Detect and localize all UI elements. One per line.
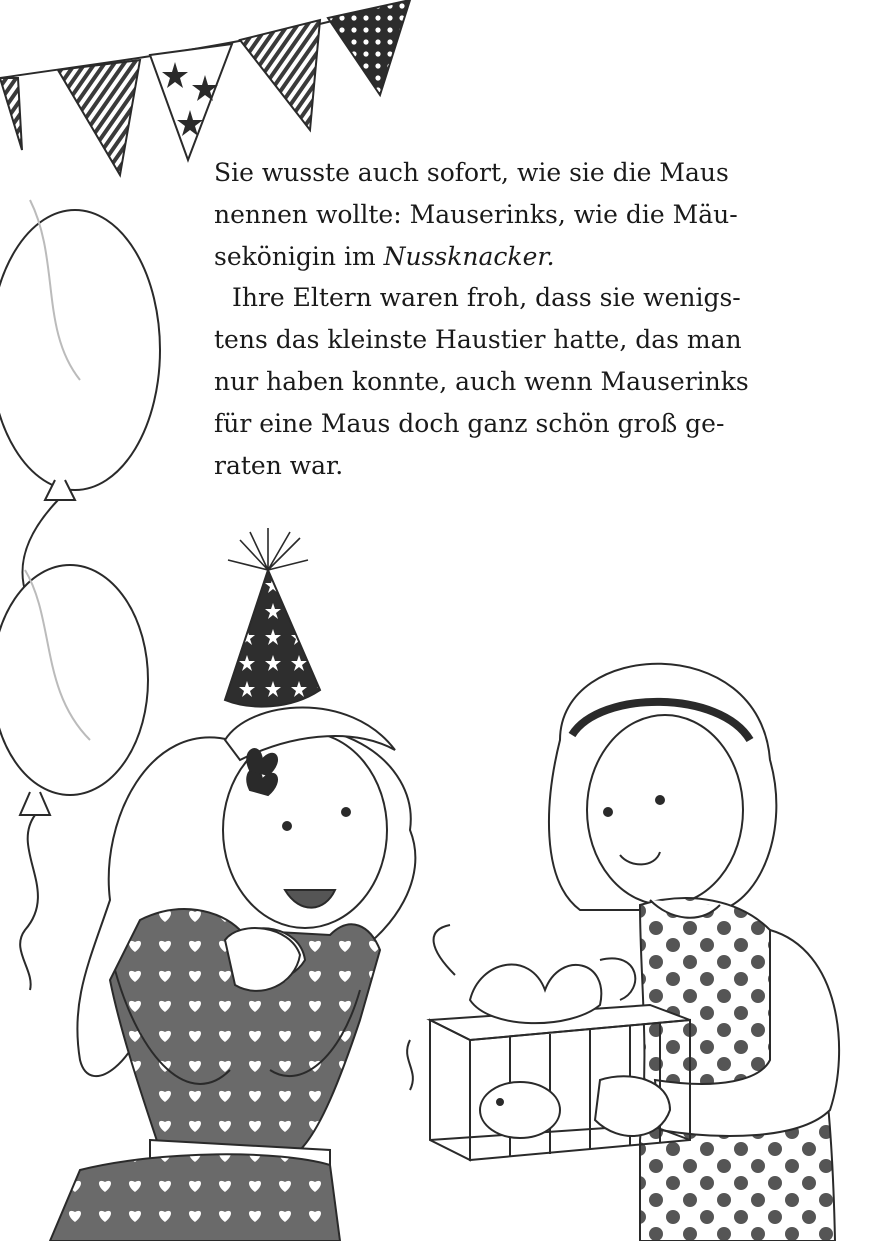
book-title-nussknacker: Nussknacker. [383,241,555,271]
text-line-2: nennen wollte: Mauserinks, wie die Mäu- [214,199,738,229]
hat-pompom [228,528,308,570]
text-line-8: raten war. [214,450,344,480]
text-line-3 [214,236,754,278]
text-line-6: nur haben konnte, auch wenn Mauserinks [214,366,749,396]
story-text [214,152,754,486]
text-line-5: tens das kleinste Haustier hatte, das man [214,325,742,355]
text-line-7: für eine Maus doch ganz schön groß ge- [214,408,725,438]
friend-girl [549,664,839,1241]
text-line-4: Ihre Eltern waren froh, dass sie wenigs- [232,283,741,313]
text-line-1: Sie wusste auch sofort, wie sie die Maus [214,158,729,187]
text-line-3-plain: sekönigin im [214,241,384,271]
